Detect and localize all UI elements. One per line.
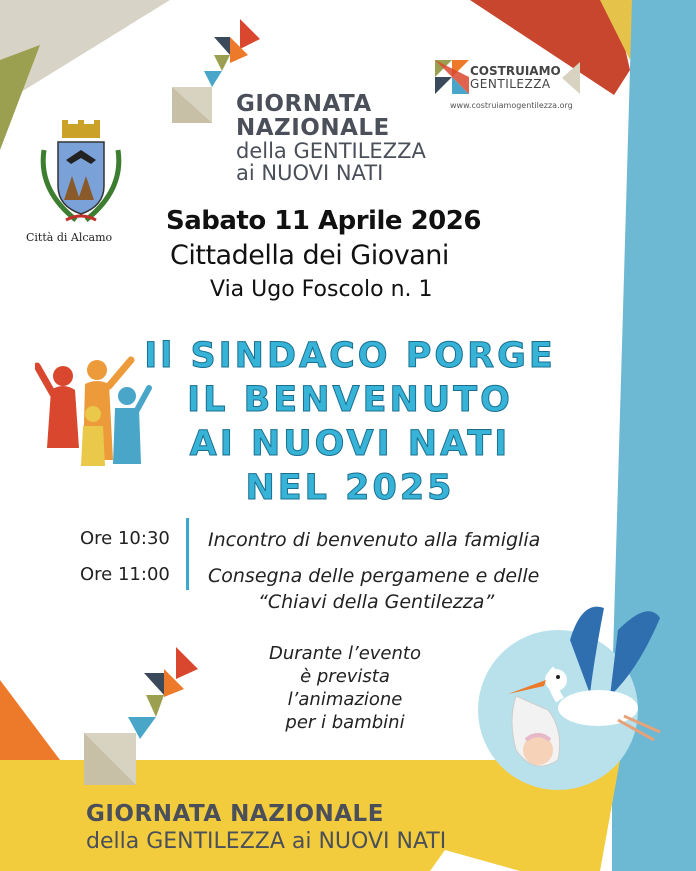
animation-line-2: è prevista <box>300 666 390 687</box>
logo-line-1: GIORNATA <box>236 91 372 117</box>
giornata-logo-text <box>236 92 426 184</box>
schedule-desc-1: Incontro di benvenuto alla famiglia <box>208 529 541 551</box>
headline-line-4: NEL 2025 <box>245 468 455 508</box>
costruiamo-logo-icon <box>435 60 469 94</box>
schedule-time-2: Ore 11:00 <box>80 564 170 585</box>
logo-line-3: della GENTILEZZA <box>236 139 426 163</box>
costruiamo-line-2: GENTILEZZA <box>470 77 551 91</box>
headline-line-3: AI NUOVI NATI <box>189 424 511 464</box>
footer-logo <box>86 800 446 856</box>
costruiamo-arrow-icon <box>562 62 580 94</box>
city-name: Città di Alcamo <box>26 231 113 244</box>
footer-line-2: della GENTILEZZA ai NUOVI NATI <box>86 829 447 854</box>
animation-note <box>230 642 460 734</box>
animation-line-1: Durante l’evento <box>269 643 421 664</box>
footer-line-1: GIORNATA NAZIONALE <box>86 801 384 827</box>
event-date: Sabato 11 Aprile 2026 <box>166 206 481 236</box>
schedule-time-1: Ore 10:30 <box>80 528 170 549</box>
stork-icon <box>478 600 678 810</box>
schedule-desc-2: Consegna delle pergamene e delle <box>208 565 540 587</box>
costruiamo-url: www.costruiamogentilezza.org <box>450 101 573 110</box>
headline-line-2: IL BENVENUTO <box>187 380 513 420</box>
animation-line-4: per i bambini <box>285 712 405 733</box>
costruiamo-logo <box>450 64 573 110</box>
headline <box>130 334 570 510</box>
event-address: Via Ugo Foscolo n. 1 <box>210 277 433 302</box>
schedule-divider <box>186 518 189 590</box>
logo-line-4: ai NUOVI NATI <box>236 161 384 185</box>
bottom-logo-mark <box>80 645 200 790</box>
logo-line-2: NAZIONALE <box>236 115 390 141</box>
schedule-desc-2b: “Chiavi della Gentilezza” <box>258 591 495 613</box>
event-place: Cittadella dei Giovani <box>170 240 449 271</box>
headline-line-1: Il SINDACO PORGE <box>144 336 556 376</box>
city-crest-icon <box>36 120 126 228</box>
animation-line-3: l’animazione <box>287 689 403 710</box>
costruiamo-line-1: COSTRUIAMO <box>470 64 561 78</box>
